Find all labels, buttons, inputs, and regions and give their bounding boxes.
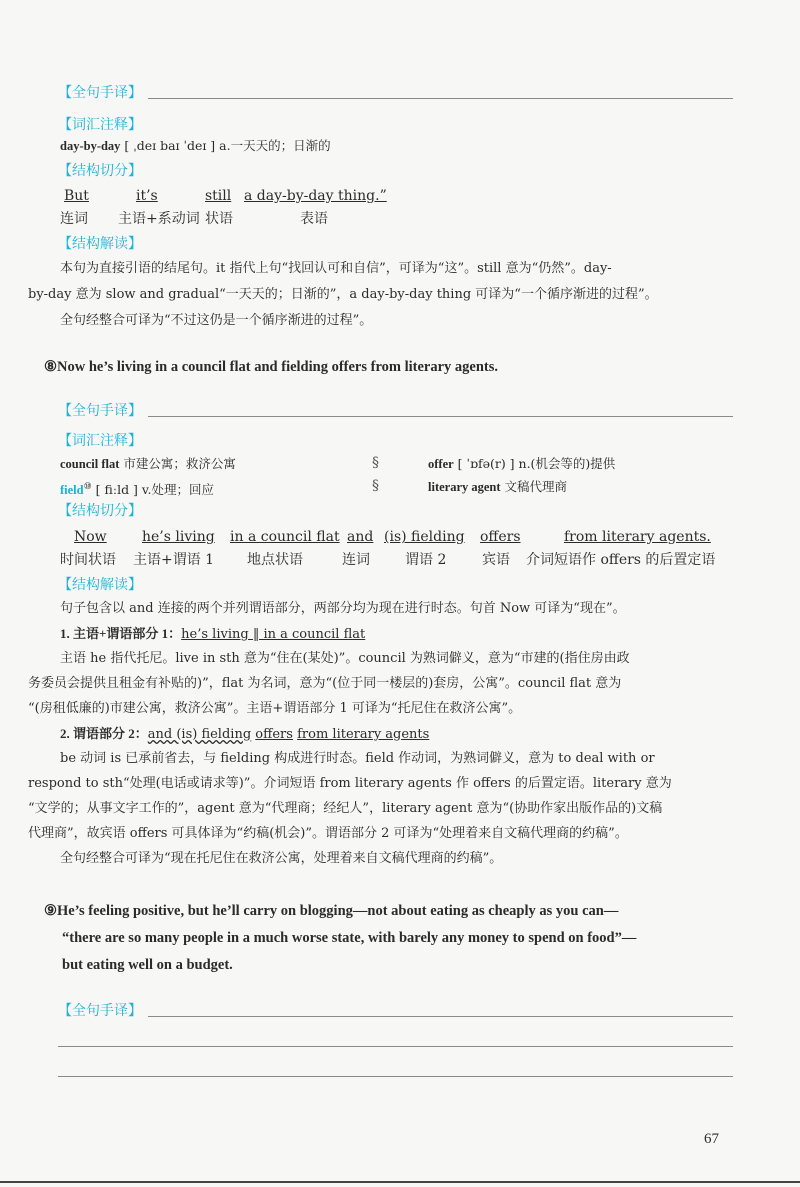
- translation-answer-line: [148, 98, 733, 99]
- explanation-label: 【结构解读】: [58, 577, 142, 593]
- explanation-line: 务委员会提供且租金有补贴的)”，flat 为名词，意为“(位于同一楼层的)套房，公寓”。council flat 意为: [28, 676, 622, 691]
- struct-role: 宾语: [482, 552, 510, 568]
- struct-word: from literary agents.: [564, 529, 711, 545]
- sentence-9-line-1: ⑨He’s feeling positive, but he’ll carry on blogging—not about eating as cheaply as you can—: [44, 903, 619, 919]
- struct-word: he’s living: [142, 529, 215, 545]
- sentence-9-line-2: “there are so many people in a much worse state, with barely any money to spend on food”—: [62, 930, 637, 946]
- vocab-entry: offer [ ˈɒfə(r) ] n.(机会等的)提供: [428, 456, 616, 471]
- struct-word: Now: [74, 529, 107, 545]
- sentence-8: ⑧Now he’s living in a council flat and fielding offers from literary agents.: [44, 359, 499, 375]
- struct-word: (is) fielding: [384, 529, 465, 545]
- page-number: 67: [704, 1131, 719, 1147]
- struct-role: 表语: [300, 211, 328, 227]
- explanation-line: 主语 he 指代托尼。live in sth 意为“住在(某处)”。council 为熟词僻义，意为“市建的(指住房由政: [60, 651, 630, 666]
- explanation-line: 代理商”，故宾语 offers 可具体译为“约稿(机会)”。谓语部分 2 可译为“处理着来自文稿代理商的约稿”。: [28, 826, 628, 841]
- struct-role: 连词: [342, 552, 370, 568]
- struct-word: in a council flat: [230, 529, 340, 545]
- structure-label: 【结构切分】: [58, 503, 142, 519]
- sentence-9-line-3: but eating well on a budget.: [62, 957, 233, 973]
- struct-word: offers: [480, 529, 521, 545]
- divider-glyph: §: [372, 478, 379, 494]
- vocab-definition: [ ˌdeɪ baɪ ˈdeɪ ] a.一天天的；日渐的: [124, 138, 331, 153]
- struct-role: 地点状语: [247, 552, 303, 568]
- translation-answer-line: [148, 416, 733, 417]
- struct-word: it’s: [136, 188, 158, 204]
- vocab-word: day-by-day: [60, 139, 121, 153]
- translation-label: 【全句手译】: [58, 85, 142, 101]
- explanation-line: respond to sth“处理(电话或请求等)”。介词短语 from literary agents 作 offers 的后置定语。literary 意为: [28, 776, 672, 791]
- struct-role: 主语+系动词: [118, 211, 200, 227]
- vocab-label: 【词汇注释】: [58, 117, 142, 133]
- struct-role: 连词: [60, 211, 88, 227]
- explanation-label: 【结构解读】: [58, 236, 142, 252]
- translation-label: 【全句手译】: [58, 1003, 142, 1019]
- vocab-entry: [60, 135, 331, 157]
- explanation-line: 本句为直接引语的结尾句。it 指代上句“找回认可和自信”，可译为“这”。still 意为“仍然”。day-: [60, 261, 612, 276]
- vocab-label: 【词汇注释】: [58, 433, 142, 449]
- structure-label: 【结构切分】: [58, 163, 142, 179]
- divider-glyph: §: [372, 455, 379, 471]
- page-bottom-rule: [0, 1181, 800, 1183]
- struct-role: 主语+谓语 1: [133, 552, 215, 568]
- explanation-line: “(房租低廉的)市建公寓，救济公寓”。主语+谓语部分 1 可译为“托尼住在救济公寓”。: [28, 701, 522, 716]
- explanation-line: 句子包含以 and 连接的两个并列谓语部分，两部分均为现在进行时态。句首 Now 可译为“现在”。: [60, 601, 626, 616]
- struct-role: 谓语 2: [405, 552, 447, 568]
- explanation-line: be 动词 is 已承前省去，与 fielding 构成进行时态。field 作动词，为熟词僻义，意为 to deal with or: [60, 751, 655, 766]
- explanation-line: by-day 意为 slow and gradual“一天天的；日渐的”，a day-by-day thing 可译为“一个循序渐进的过程”。: [28, 287, 658, 302]
- translation-label: 【全句手译】: [58, 403, 142, 419]
- struct-word: and: [347, 529, 374, 545]
- vocab-entry: literary agent 文稿代理商: [428, 479, 568, 494]
- translation-answer-line: [58, 1046, 733, 1047]
- struct-word: But: [64, 188, 89, 204]
- part-heading: 1. 主语+谓语部分 1：he’s living ‖ in a council flat: [60, 626, 366, 642]
- struct-role: 介词短语作 offers 的后置定语: [526, 552, 716, 568]
- vocab-entry: council flat 市建公寓；救济公寓: [60, 456, 236, 471]
- struct-word: still: [205, 188, 232, 204]
- vocab-entry: field⑩ [ fiːld ] v.处理；回应: [60, 482, 214, 498]
- struct-role: 时间状语: [60, 552, 116, 568]
- translation-answer-line: [148, 1016, 733, 1017]
- explanation-summary: 全句经整合可译为“现在托尼住在救济公寓，处理着来自文稿代理商的约稿”。: [60, 851, 503, 866]
- explanation-line: 全句经整合可译为“不过这仍是一个循序渐进的过程”。: [60, 313, 373, 328]
- explanation-line: “文学的；从事文字工作的”，agent 意为“代理商；经纪人”，literary agent 意为“(协助作家出版作品的)文稿: [28, 801, 663, 816]
- part-heading: 2. 谓语部分 2：and (is) fielding offers from literary agents: [60, 726, 430, 742]
- translation-answer-line: [58, 1076, 733, 1077]
- struct-role: 状语: [205, 211, 233, 227]
- struct-word: a day-by-day thing.”: [244, 188, 387, 204]
